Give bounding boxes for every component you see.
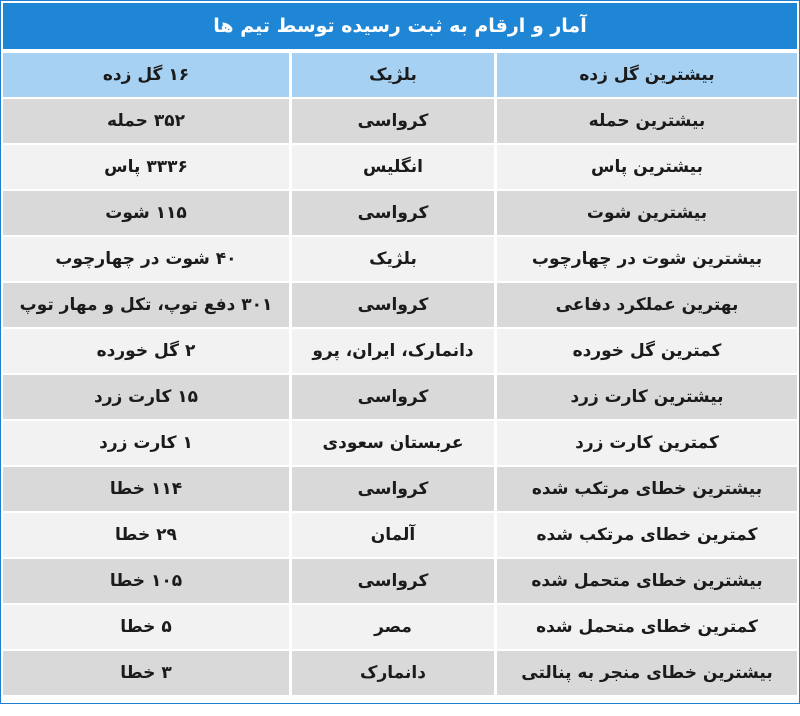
table-row bbox=[3, 651, 797, 695]
header-team-cell: بلژیک bbox=[292, 53, 497, 97]
table-row bbox=[3, 605, 797, 649]
value-cell: ۳۳۳۶ پاس bbox=[3, 145, 292, 189]
table-title: آمار و ارقام به ثبت رسیده توسط تیم ها bbox=[3, 3, 797, 49]
team-cell: عربستان سعودی bbox=[292, 421, 497, 465]
team-cell: کرواسی bbox=[292, 283, 497, 327]
category-cell: بیشترین کارت زرد bbox=[497, 375, 797, 419]
category-cell: کمترین گل خورده bbox=[497, 329, 797, 373]
team-cell: آلمان bbox=[292, 513, 497, 557]
value-cell: ۴۰ شوت در چهارچوب bbox=[3, 237, 292, 281]
category-cell: کمترین خطای متحمل شده bbox=[497, 605, 797, 649]
table-header-row bbox=[3, 53, 797, 97]
category-cell: بیشترین خطای منجر به پنالتی bbox=[497, 651, 797, 695]
table-row bbox=[3, 513, 797, 557]
value-cell: ۳۵۲ حمله bbox=[3, 99, 292, 143]
value-cell: ۱۱۵ شوت bbox=[3, 191, 292, 235]
team-cell: کرواسی bbox=[292, 467, 497, 511]
category-cell: بیشترین حمله bbox=[497, 99, 797, 143]
table-row bbox=[3, 421, 797, 465]
table-row bbox=[3, 559, 797, 603]
value-cell: ۲۹ خطا bbox=[3, 513, 292, 557]
value-cell: ۲ گل خورده bbox=[3, 329, 292, 373]
header-category-cell: بیشترین گل زده bbox=[497, 53, 797, 97]
value-cell: ۳ خطا bbox=[3, 651, 292, 695]
team-cell: بلژیک bbox=[292, 237, 497, 281]
team-cell: مصر bbox=[292, 605, 497, 649]
table-row bbox=[3, 237, 797, 281]
value-cell: ۱۰۵ خطا bbox=[3, 559, 292, 603]
team-cell: کرواسی bbox=[292, 99, 497, 143]
table-row bbox=[3, 99, 797, 143]
category-cell: کمترین کارت زرد bbox=[497, 421, 797, 465]
table-row bbox=[3, 191, 797, 235]
value-cell: ۱۱۴ خطا bbox=[3, 467, 292, 511]
stats-table bbox=[3, 51, 797, 697]
category-cell: بیشترین خطای متحمل شده bbox=[497, 559, 797, 603]
team-cell: کرواسی bbox=[292, 375, 497, 419]
category-cell: بیشترین شوت bbox=[497, 191, 797, 235]
team-cell: دانمارک bbox=[292, 651, 497, 695]
team-cell: کرواسی bbox=[292, 191, 497, 235]
value-cell: ۳۰۱ دفع توپ، تکل و مهار توپ bbox=[3, 283, 292, 327]
category-cell: بیشترین پاس bbox=[497, 145, 797, 189]
table-row bbox=[3, 375, 797, 419]
value-cell: ۵ خطا bbox=[3, 605, 292, 649]
table-row bbox=[3, 467, 797, 511]
table-row bbox=[3, 283, 797, 327]
team-cell: کرواسی bbox=[292, 559, 497, 603]
stats-table-body bbox=[3, 53, 797, 695]
category-cell: کمترین خطای مرتکب شده bbox=[497, 513, 797, 557]
category-cell: بیشترین شوت در چهارچوب bbox=[497, 237, 797, 281]
value-cell: ۱۵ کارت زرد bbox=[3, 375, 292, 419]
category-cell: بیشترین خطای مرتکب شده bbox=[497, 467, 797, 511]
table-row bbox=[3, 329, 797, 373]
team-cell: انگلیس bbox=[292, 145, 497, 189]
category-cell: بهترین عملکرد دفاعی bbox=[497, 283, 797, 327]
value-cell: ۱ کارت زرد bbox=[3, 421, 292, 465]
team-cell: دانمارک، ایران، پرو bbox=[292, 329, 497, 373]
table-row bbox=[3, 145, 797, 189]
header-value-cell: ۱۶ گل زده bbox=[3, 53, 292, 97]
